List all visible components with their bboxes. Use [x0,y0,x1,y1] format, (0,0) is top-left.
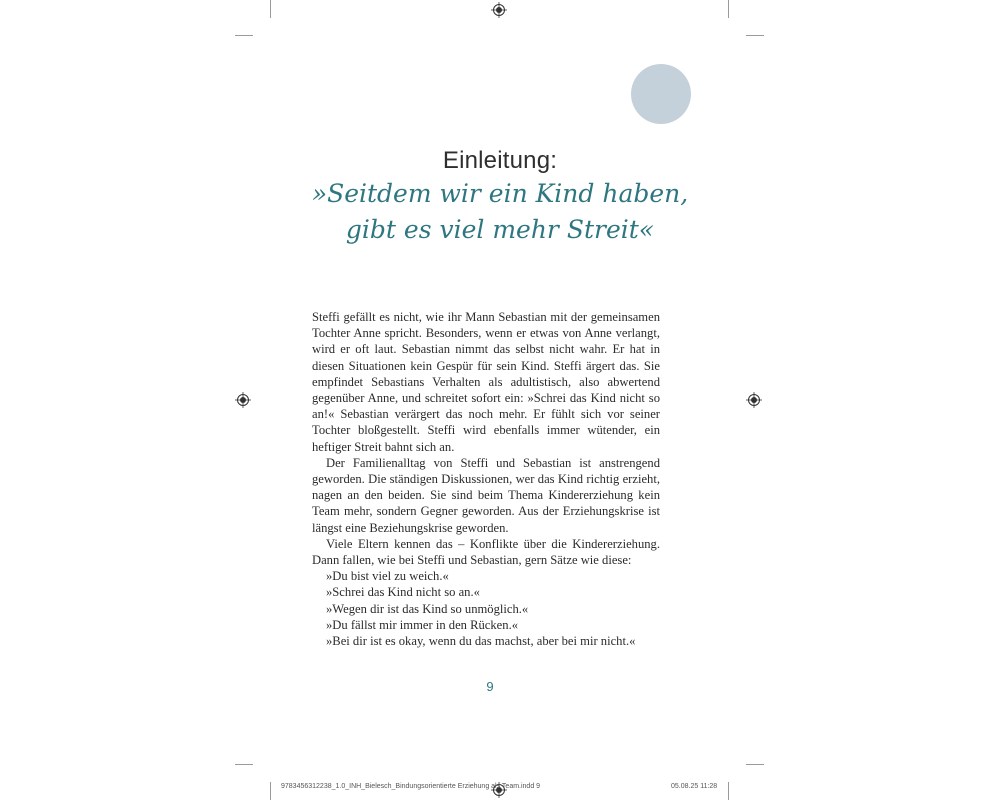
subtitle-line: »Seitdem wir ein Kind haben, [311,179,689,208]
registration-mark-left-icon [235,392,251,408]
crop-mark-top-right [728,0,729,18]
registration-mark-top-icon [491,2,507,18]
crop-mark-right-top [746,35,764,36]
print-slug-datetime: 05.08.25 11:28 [671,783,718,790]
subtitle-line: gibt es viel mehr Streit« [345,215,655,244]
quote-line: »Schrei das Kind nicht so an.« [326,585,480,600]
quote-line: »Bei dir ist es okay, wenn du das machst, aber bei mir nicht.« [326,634,636,649]
crop-mark-right-bottom [746,764,764,765]
crop-mark-left-top [235,35,253,36]
crop-mark-left-bottom [235,764,253,765]
body-paragraph: Steffi gefällt es nicht, wie ihr Mann Sebastian mit der gemeinsamen Tochter Anne spricht. Besonders, wenn er etwas von Anne verlangt, wird er oft laut. Sebastian nimmt das selbst nicht wahr. Er hat in diesen Situationen kein Gespür für sein Kind. Steffi ärgert das. Sie empfindet Sebastians Verhalten als adultistisch, also abwertend gegenüber Anne, und schreitet sofort ein: »Schrei das Kind nicht so an!« Sebastian verärgert das noch mehr. Er fühlt sich vor seiner Tochter bloßgestellt. Steffi wird ebenfalls immer wütender, ein heftiger Streit bahnt sich an. [312,310,660,454]
body-text [312,309,660,649]
decorative-circle [631,64,691,124]
crop-mark-bottom-right [728,782,729,800]
quote-line: »Du fällst mir immer in den Rücken.« [326,617,519,632]
chapter-subtitle [300,176,700,248]
print-slug-file: 9783456312238_1.0_INH_Bielesch_Bindungsorientierte Erziehung als Team.indd 9 [281,783,541,790]
crop-mark-bottom-left [270,782,271,800]
body-paragraph: Der Familienalltag von Steffi und Sebastian ist anstrengend geworden. Die ständigen Diskussionen, wer das Kind richtig erzieht, nagen an den beiden. Sie sind beim Thema Kindererziehung kein Team mehr, sondern Gegner geworden. Aus der Erziehungskrise ist längst eine Beziehungskrise geworden. [312,455,660,535]
registration-mark-right-icon [746,392,762,408]
page-number: 9 [486,679,494,694]
chapter-heading: Einleitung: [442,147,558,174]
crop-mark-top-left [270,0,271,18]
quote-line: »Du bist viel zu weich.« [326,569,449,584]
body-paragraph: Viele Eltern kennen das – Konflikte über die Kindererziehung. Dann fallen, wie bei Steffi und Sebastian, gern Sätze wie diese: [312,536,660,568]
quote-line: »Wegen dir ist das Kind so unmöglich.« [326,601,529,616]
